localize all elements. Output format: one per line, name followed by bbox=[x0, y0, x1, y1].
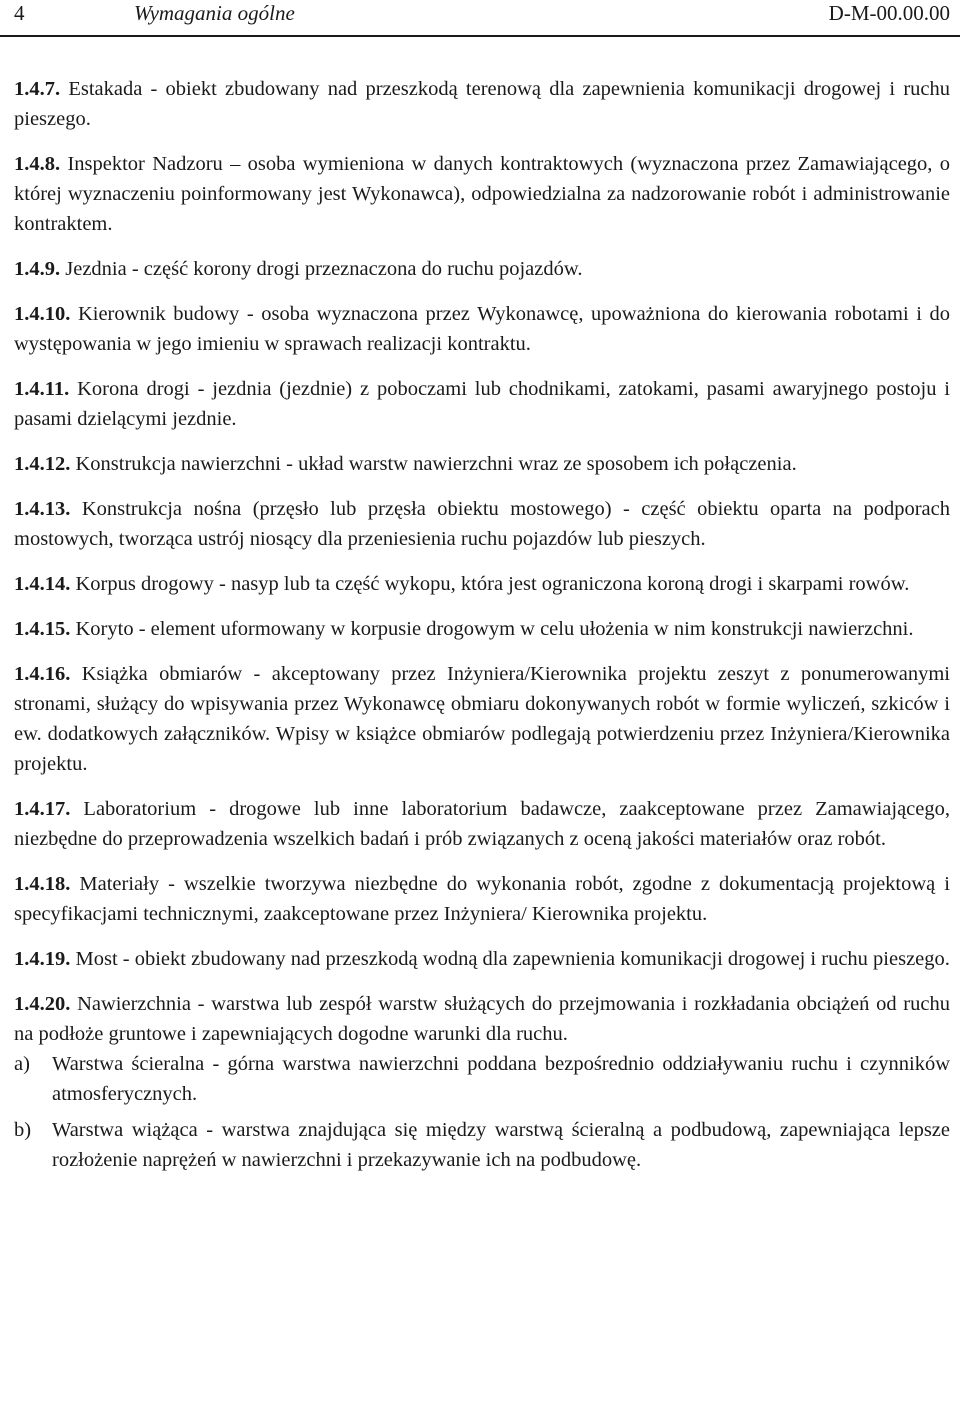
definition-number: 1.4.8. bbox=[14, 153, 61, 175]
definition-number: 1.4.13. bbox=[14, 498, 71, 520]
definition-1-4-15 bbox=[14, 614, 950, 644]
definition-number: 1.4.19. bbox=[14, 948, 71, 970]
definition-number: 1.4.7. bbox=[14, 78, 61, 100]
definition-1-4-12 bbox=[14, 449, 950, 479]
definition-1-4-20 bbox=[14, 989, 950, 1049]
definition-1-4-7 bbox=[14, 74, 950, 134]
definition-number: 1.4.15. bbox=[14, 618, 71, 640]
definition-text: Inspektor Nadzoru – osoba wymieniona w danych kontraktowych (wyznaczona przez Zamawiającego, o której wyznaczeniu poinformowany jest Wykonawca), odpowiedzialna za nadzorowanie robót i administrowanie kontraktem. bbox=[14, 153, 950, 235]
header-divider bbox=[0, 35, 960, 37]
list-item bbox=[14, 1049, 950, 1109]
definition-1-4-9 bbox=[14, 254, 950, 284]
list-item bbox=[14, 1115, 950, 1175]
definition-text: Laboratorium - drogowe lub inne laboratorium badawcze, zaakceptowane przez Zamawiającego, niezbędne do przeprowadzenia wszelkich badań i prób związanych z oceną jakości materiałów oraz robót. bbox=[14, 798, 950, 850]
definition-number: 1.4.12. bbox=[14, 453, 71, 475]
definition-text: Kierownik budowy - osoba wyznaczona przez Wykonawcę, upoważniona do kierowania robotami i do występowania w jego imieniu w sprawach realizacji kontraktu. bbox=[14, 303, 950, 355]
definition-1-4-8 bbox=[14, 149, 950, 239]
definition-number: 1.4.14. bbox=[14, 573, 71, 595]
definition-text: Korona drogi - jezdnia (jezdnie) z poboczami lub chodnikami, zatokami, pasami awaryjnego postoju i pasami dzielącymi jezdnie. bbox=[14, 378, 950, 430]
definition-1-4-18 bbox=[14, 869, 950, 929]
definition-number: 1.4.17. bbox=[14, 798, 71, 820]
page-header bbox=[0, 0, 960, 36]
definition-1-4-10 bbox=[14, 299, 950, 359]
document-code: D-M-00.00.00 bbox=[828, 1, 950, 25]
definition-text: Korpus drogowy - nasyp lub ta część wykopu, która jest ograniczona koroną drogi i skarpami rowów. bbox=[70, 573, 910, 595]
definition-text: Konstrukcja nośna (przęsło lub przęsła obiektu mostowego) - część obiektu oparta na podporach mostowych, tworząca ustrój niosący dla przeniesienia ruchu pojazdów lub pieszych. bbox=[14, 498, 950, 550]
list-marker: b) bbox=[14, 1119, 32, 1141]
definition-number: 1.4.10. bbox=[14, 303, 71, 325]
definition-text: Konstrukcja nawierzchni - układ warstw nawierzchni wraz ze sposobem ich połączenia. bbox=[70, 453, 797, 475]
definition-text: Estakada - obiekt zbudowany nad przeszkodą terenową dla zapewnienia komunikacji drogowej i ruchu pieszego. bbox=[14, 78, 950, 130]
definition-number: 1.4.11. bbox=[14, 378, 70, 400]
definition-1-4-17 bbox=[14, 794, 950, 854]
pavement-layers-list bbox=[14, 1049, 950, 1175]
definition-1-4-14 bbox=[14, 569, 950, 599]
definition-1-4-13 bbox=[14, 494, 950, 554]
definition-text: Materiały - wszelkie tworzywa niezbędne do wykonania robót, zgodne z dokumentacją projektową i specyfikacjami technicznymi, zaakceptowane przez Inżyniera/ Kierownika projektu. bbox=[14, 873, 950, 925]
list-marker: a) bbox=[14, 1053, 30, 1075]
definition-1-4-16 bbox=[14, 659, 950, 779]
definition-text: Książka obmiarów - akceptowany przez Inżyniera/Kierownika projektu zeszyt z ponumerowanymi stronami, służący do wpisywania przez Wykonawcę obmiaru dokonywanych robót w formie wyliczeń, szkiców i ew. dodatkowych załączników. Wpisy w książce obmiarów podlegają potwierdzeniu przez Inżyniera/Kierownika projektu. bbox=[14, 663, 950, 775]
list-item-text: Warstwa wiążąca - warstwa znajdująca się między warstwą ścieralną a podbudową, zapewniająca lepsze rozłożenie naprężeń w nawierzchni i przekazywanie ich na podbudowę. bbox=[52, 1119, 950, 1171]
definition-1-4-19 bbox=[14, 944, 950, 974]
document-body bbox=[14, 74, 950, 1181]
list-item-text: Warstwa ścieralna - górna warstwa nawierzchni poddana bezpośrednio oddziaływaniu ruchu i czynników atmosferycznych. bbox=[52, 1053, 950, 1105]
page-number: 4 bbox=[14, 1, 25, 25]
definition-number: 1.4.16. bbox=[14, 663, 71, 685]
definition-text: Jezdnia - część korony drogi przeznaczona do ruchu pojazdów. bbox=[60, 258, 583, 280]
definition-number: 1.4.18. bbox=[14, 873, 71, 895]
section-title: Wymagania ogólne bbox=[134, 1, 295, 25]
definition-1-4-11 bbox=[14, 374, 950, 434]
definition-number: 1.4.9. bbox=[14, 258, 61, 280]
definition-number: 1.4.20. bbox=[14, 993, 71, 1015]
definition-text: Koryto - element uformowany w korpusie drogowym w celu ułożenia w nim konstrukcji nawierzchni. bbox=[70, 618, 914, 640]
definition-text: Nawierzchnia - warstwa lub zespół warstw służących do przejmowania i rozkładania obciążeń od ruchu na podłoże gruntowe i zapewniających dogodne warunki dla ruchu. bbox=[14, 993, 950, 1045]
definition-text: Most - obiekt zbudowany nad przeszkodą wodną dla zapewnienia komunikacji drogowej i ruchu pieszego. bbox=[70, 948, 950, 970]
